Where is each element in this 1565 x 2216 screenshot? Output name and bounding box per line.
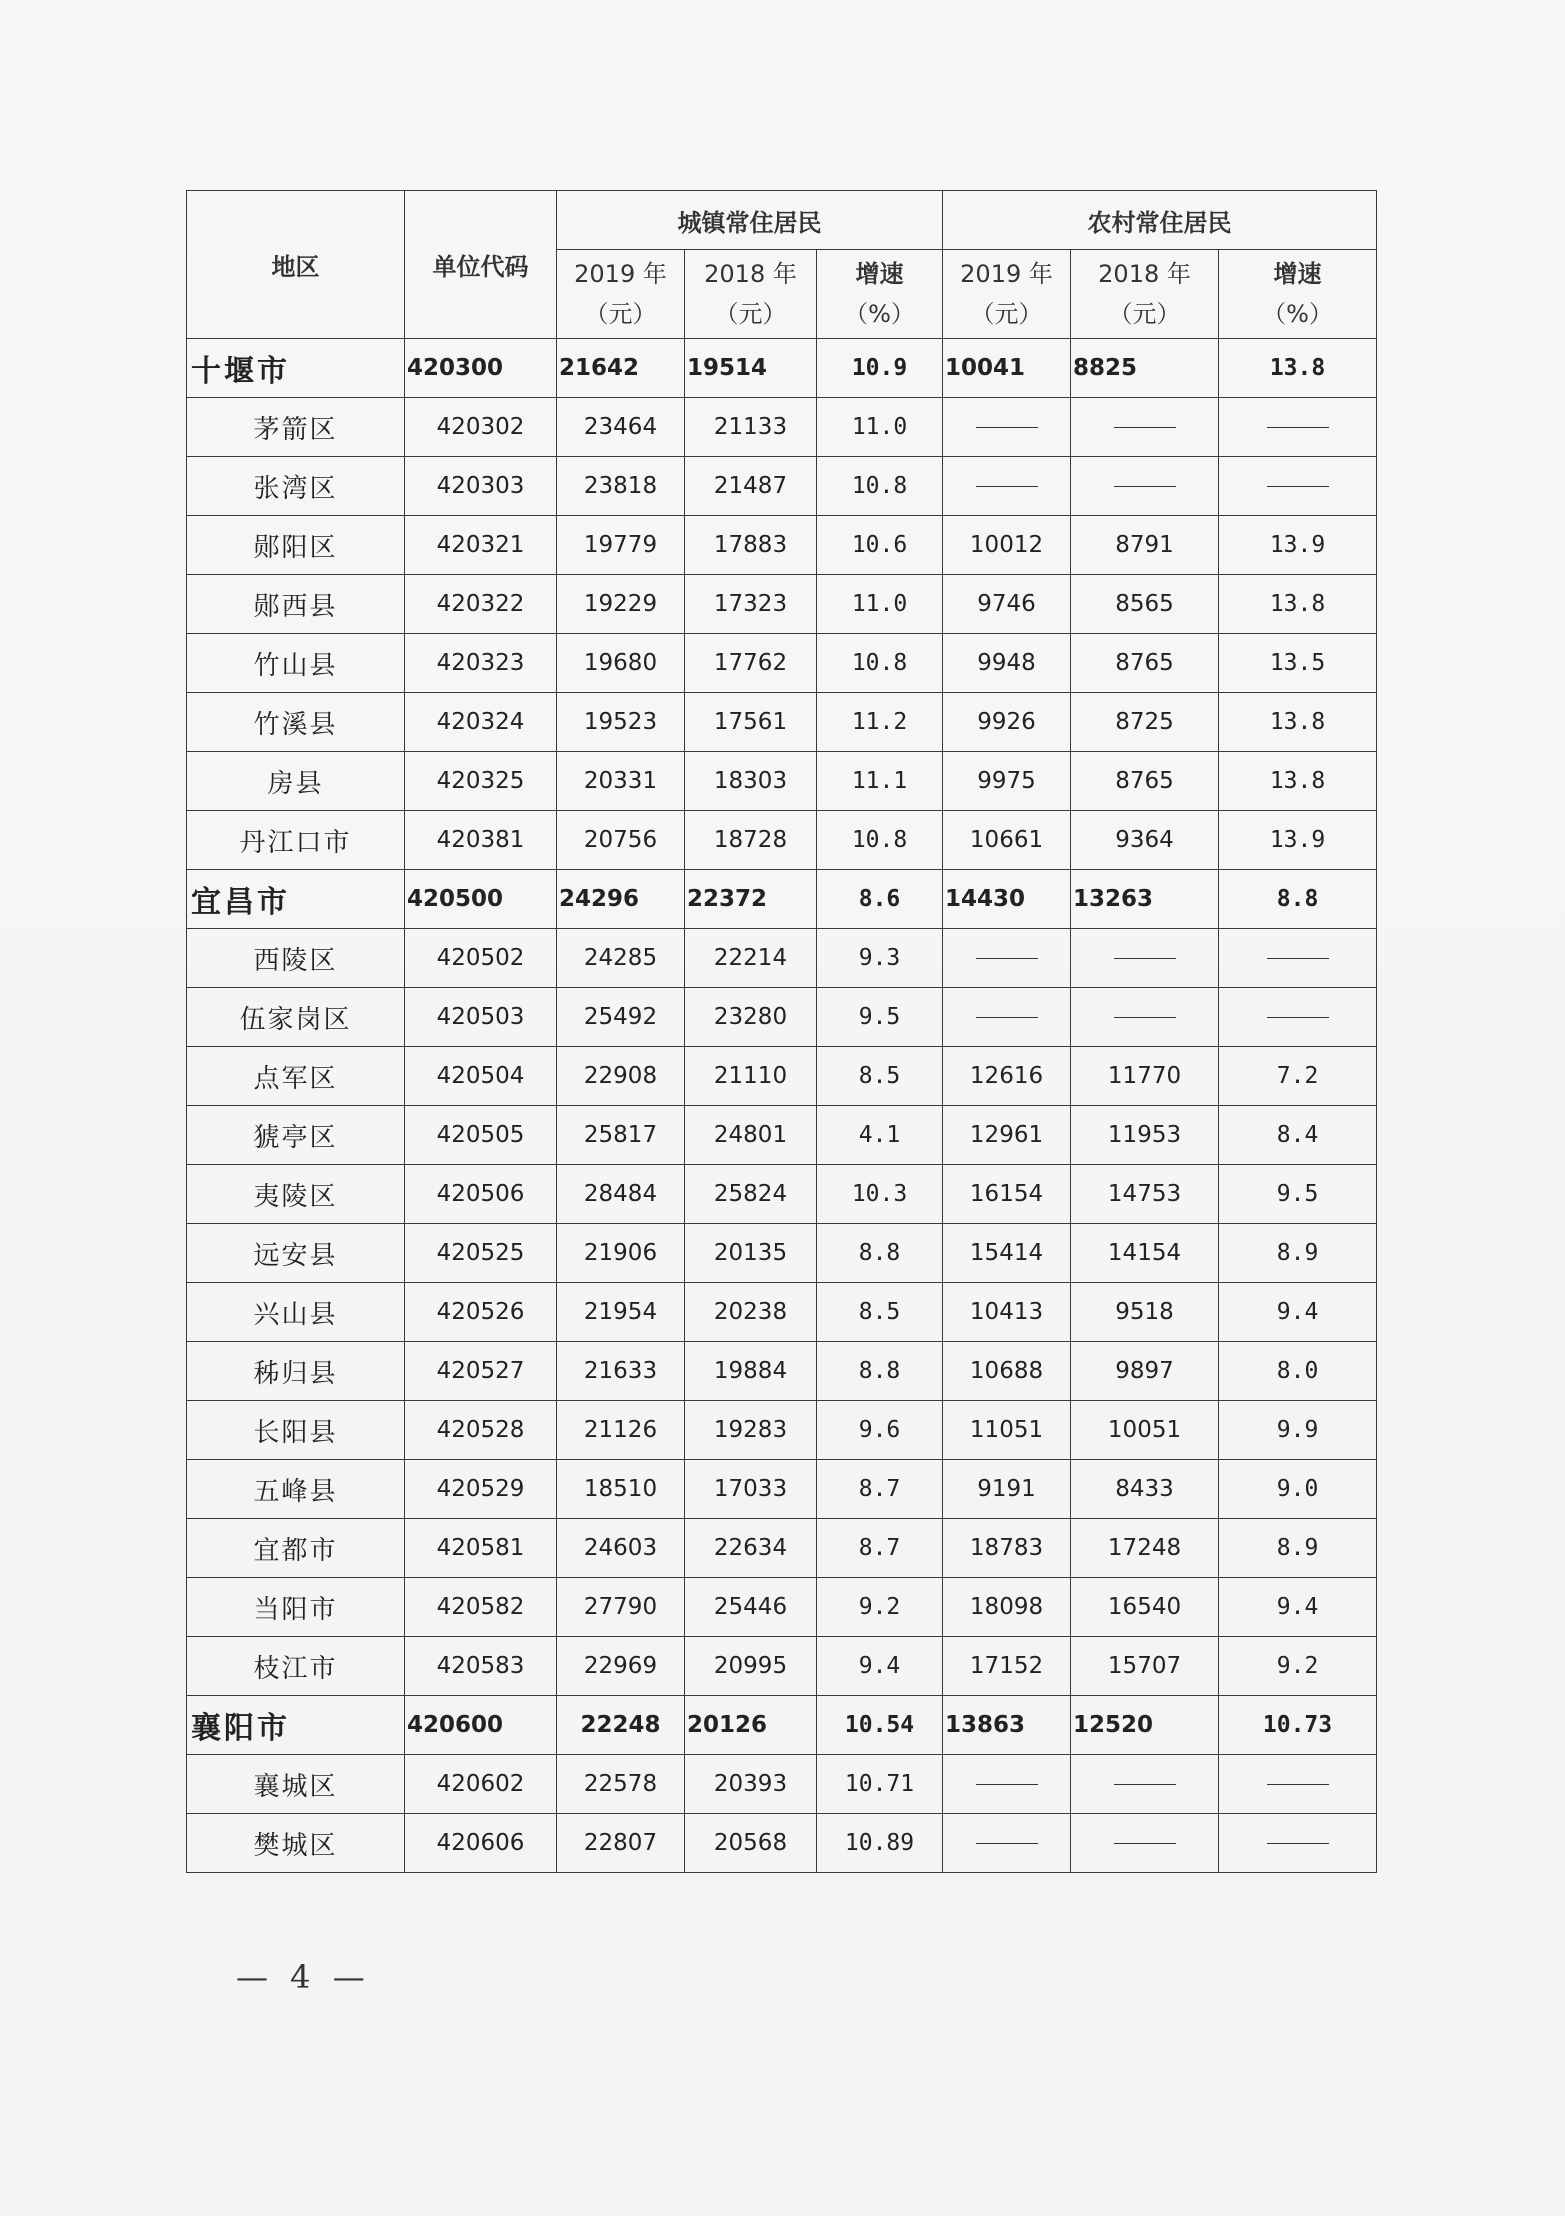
cell-rural-2019 <box>943 398 1071 457</box>
dash-mark <box>976 486 1038 487</box>
dash-mark <box>1267 427 1329 428</box>
cell-rural-rate: 8.4 <box>1219 1106 1377 1165</box>
cell-code: 420528 <box>405 1401 557 1460</box>
cell-code: 420583 <box>405 1637 557 1696</box>
cell-rural-2018 <box>1071 988 1219 1047</box>
cell-rural-2018: 11953 <box>1071 1106 1219 1165</box>
cell-region: 枝江市 <box>187 1637 405 1696</box>
table-row-city <box>187 1696 1377 1755</box>
table-row <box>187 398 1377 457</box>
cell-code: 420526 <box>405 1283 557 1342</box>
cell-rural-2018: 8765 <box>1071 634 1219 693</box>
cell-rural-2018: 8725 <box>1071 693 1219 752</box>
cell-urban-2018: 21133 <box>685 398 817 457</box>
table-row <box>187 575 1377 634</box>
cell-rural-rate: 13.9 <box>1219 811 1377 870</box>
income-table <box>186 190 1377 1873</box>
cell-region: 点军区 <box>187 1047 405 1106</box>
cell-rural-rate: 8.0 <box>1219 1342 1377 1401</box>
cell-urban-2019: 22578 <box>557 1755 685 1814</box>
cell-rural-2019: 12961 <box>943 1106 1071 1165</box>
cell-urban-rate: 10.54 <box>817 1696 943 1755</box>
cell-region: 襄阳市 <box>187 1696 405 1755</box>
cell-urban-2019: 21126 <box>557 1401 685 1460</box>
dash-mark <box>1114 1017 1176 1018</box>
table-body <box>187 339 1377 1873</box>
table-row <box>187 1755 1377 1814</box>
cell-region: 宜都市 <box>187 1519 405 1578</box>
cell-urban-2019: 21906 <box>557 1224 685 1283</box>
cell-rural-2019: 10012 <box>943 516 1071 575</box>
cell-urban-2018: 17762 <box>685 634 817 693</box>
header-rural: 农村常住居民 <box>943 191 1377 250</box>
cell-rural-2018: 13263 <box>1071 870 1219 929</box>
cell-code: 420324 <box>405 693 557 752</box>
cell-code: 420527 <box>405 1342 557 1401</box>
cell-rural-2019 <box>943 1814 1071 1873</box>
cell-urban-rate: 10.9 <box>817 339 943 398</box>
cell-code: 420525 <box>405 1224 557 1283</box>
cell-urban-2018: 19884 <box>685 1342 817 1401</box>
cell-rural-rate <box>1219 929 1377 988</box>
dash-mark <box>1114 427 1176 428</box>
cell-rural-2018: 12520 <box>1071 1696 1219 1755</box>
cell-rural-2018: 8765 <box>1071 752 1219 811</box>
cell-urban-2018: 18303 <box>685 752 817 811</box>
cell-urban-2019: 19680 <box>557 634 685 693</box>
cell-region: 秭归县 <box>187 1342 405 1401</box>
table-row <box>187 1814 1377 1873</box>
cell-rural-2018: 14753 <box>1071 1165 1219 1224</box>
cell-region: 茅箭区 <box>187 398 405 457</box>
cell-code: 420581 <box>405 1519 557 1578</box>
cell-region: 兴山县 <box>187 1283 405 1342</box>
cell-code: 420325 <box>405 752 557 811</box>
cell-urban-2018: 21487 <box>685 457 817 516</box>
table-row <box>187 811 1377 870</box>
cell-urban-2018: 23280 <box>685 988 817 1047</box>
cell-urban-2019: 22248 <box>557 1696 685 1755</box>
cell-rural-2019: 13863 <box>943 1696 1071 1755</box>
cell-rural-rate: 7.2 <box>1219 1047 1377 1106</box>
cell-urban-2018: 17561 <box>685 693 817 752</box>
cell-rural-2019: 18098 <box>943 1578 1071 1637</box>
cell-rural-2018 <box>1071 1814 1219 1873</box>
table-row <box>187 1283 1377 1342</box>
cell-urban-rate: 10.8 <box>817 811 943 870</box>
cell-urban-2018: 21110 <box>685 1047 817 1106</box>
cell-rural-rate <box>1219 1755 1377 1814</box>
cell-region: 竹溪县 <box>187 693 405 752</box>
cell-region: 张湾区 <box>187 457 405 516</box>
table-row <box>187 1637 1377 1696</box>
dash-mark <box>1114 1843 1176 1844</box>
cell-rural-2019 <box>943 1755 1071 1814</box>
cell-rural-2018: 9364 <box>1071 811 1219 870</box>
cell-rural-2018: 11770 <box>1071 1047 1219 1106</box>
cell-code: 420503 <box>405 988 557 1047</box>
page-number: — 4 — <box>236 1958 371 1996</box>
table-row-city <box>187 870 1377 929</box>
cell-region: 襄城区 <box>187 1755 405 1814</box>
cell-urban-2018: 17883 <box>685 516 817 575</box>
cell-rural-2018 <box>1071 398 1219 457</box>
cell-rural-2018: 15707 <box>1071 1637 1219 1696</box>
cell-region: 竹山县 <box>187 634 405 693</box>
cell-region: 郧西县 <box>187 575 405 634</box>
cell-rural-2019: 15414 <box>943 1224 1071 1283</box>
cell-urban-rate: 10.8 <box>817 634 943 693</box>
cell-urban-2018: 17323 <box>685 575 817 634</box>
cell-rural-2018: 9518 <box>1071 1283 1219 1342</box>
cell-rural-2018 <box>1071 1755 1219 1814</box>
cell-urban-2019: 22807 <box>557 1814 685 1873</box>
dash-mark <box>1267 486 1329 487</box>
cell-rural-2019: 9746 <box>943 575 1071 634</box>
cell-rural-rate <box>1219 457 1377 516</box>
dash-mark <box>1114 486 1176 487</box>
cell-rural-rate <box>1219 1814 1377 1873</box>
cell-urban-2019: 27790 <box>557 1578 685 1637</box>
cell-rural-rate: 8.9 <box>1219 1519 1377 1578</box>
cell-rural-2019: 9191 <box>943 1460 1071 1519</box>
cell-code: 420506 <box>405 1165 557 1224</box>
cell-rural-2019: 10041 <box>943 339 1071 398</box>
cell-urban-2019: 21954 <box>557 1283 685 1342</box>
cell-region: 房县 <box>187 752 405 811</box>
cell-rural-2019: 10688 <box>943 1342 1071 1401</box>
cell-code: 420300 <box>405 339 557 398</box>
cell-rural-rate: 13.8 <box>1219 339 1377 398</box>
cell-code: 420302 <box>405 398 557 457</box>
cell-rural-rate: 8.8 <box>1219 870 1377 929</box>
cell-region: 宜昌市 <box>187 870 405 929</box>
cell-urban-2018: 20135 <box>685 1224 817 1283</box>
cell-urban-rate: 10.3 <box>817 1165 943 1224</box>
cell-urban-rate: 8.7 <box>817 1519 943 1578</box>
cell-urban-2019: 22969 <box>557 1637 685 1696</box>
table-row <box>187 1106 1377 1165</box>
cell-rural-2018 <box>1071 929 1219 988</box>
cell-region: 五峰县 <box>187 1460 405 1519</box>
cell-rural-2019 <box>943 988 1071 1047</box>
table-row-city <box>187 339 1377 398</box>
cell-urban-2019: 19229 <box>557 575 685 634</box>
cell-region: 郧阳区 <box>187 516 405 575</box>
cell-rural-2018: 16540 <box>1071 1578 1219 1637</box>
cell-code: 420502 <box>405 929 557 988</box>
cell-rural-2019: 17152 <box>943 1637 1071 1696</box>
cell-urban-2018: 17033 <box>685 1460 817 1519</box>
cell-rural-rate: 8.9 <box>1219 1224 1377 1283</box>
cell-urban-2019: 24285 <box>557 929 685 988</box>
header-urban-2019: 2019 年 （元） <box>557 250 685 339</box>
cell-rural-2019 <box>943 929 1071 988</box>
cell-urban-2019: 24296 <box>557 870 685 929</box>
dash-mark <box>976 1843 1038 1844</box>
cell-code: 420505 <box>405 1106 557 1165</box>
cell-urban-rate: 10.89 <box>817 1814 943 1873</box>
cell-code: 420602 <box>405 1755 557 1814</box>
cell-urban-rate: 11.0 <box>817 575 943 634</box>
cell-urban-rate: 8.5 <box>817 1047 943 1106</box>
cell-urban-2019: 19779 <box>557 516 685 575</box>
cell-rural-2019: 12616 <box>943 1047 1071 1106</box>
cell-urban-2019: 19523 <box>557 693 685 752</box>
cell-urban-2018: 19283 <box>685 1401 817 1460</box>
cell-urban-rate: 8.7 <box>817 1460 943 1519</box>
cell-rural-2018: 9897 <box>1071 1342 1219 1401</box>
cell-urban-2019: 24603 <box>557 1519 685 1578</box>
cell-rural-rate: 13.8 <box>1219 693 1377 752</box>
table-row <box>187 988 1377 1047</box>
dash-mark <box>1114 958 1176 959</box>
cell-rural-rate: 9.4 <box>1219 1283 1377 1342</box>
cell-rural-rate: 9.4 <box>1219 1578 1377 1637</box>
header-region: 地区 <box>187 191 405 339</box>
cell-code: 420303 <box>405 457 557 516</box>
cell-rural-rate <box>1219 398 1377 457</box>
cell-rural-2018 <box>1071 457 1219 516</box>
cell-region: 十堰市 <box>187 339 405 398</box>
table-row <box>187 457 1377 516</box>
table-row <box>187 1519 1377 1578</box>
cell-rural-rate: 13.8 <box>1219 575 1377 634</box>
cell-rural-rate: 13.9 <box>1219 516 1377 575</box>
cell-urban-rate: 11.0 <box>817 398 943 457</box>
table-row <box>187 1342 1377 1401</box>
dash-mark <box>1267 1784 1329 1785</box>
cell-urban-2018: 22214 <box>685 929 817 988</box>
cell-code: 420529 <box>405 1460 557 1519</box>
table-row <box>187 634 1377 693</box>
cell-rural-2018: 8791 <box>1071 516 1219 575</box>
header-code: 单位代码 <box>405 191 557 339</box>
cell-urban-2018: 19514 <box>685 339 817 398</box>
header-rural-2018: 2018 年 （元） <box>1071 250 1219 339</box>
cell-urban-rate: 10.8 <box>817 457 943 516</box>
dash-mark <box>1267 958 1329 959</box>
cell-rural-rate: 9.0 <box>1219 1460 1377 1519</box>
cell-urban-2018: 20995 <box>685 1637 817 1696</box>
cell-urban-2019: 20756 <box>557 811 685 870</box>
cell-code: 420323 <box>405 634 557 693</box>
cell-urban-rate: 8.5 <box>817 1283 943 1342</box>
cell-code: 420381 <box>405 811 557 870</box>
cell-code: 420321 <box>405 516 557 575</box>
table-row <box>187 1224 1377 1283</box>
dash-mark <box>976 427 1038 428</box>
cell-urban-2019: 28484 <box>557 1165 685 1224</box>
cell-urban-2018: 18728 <box>685 811 817 870</box>
cell-rural-rate: 13.8 <box>1219 752 1377 811</box>
dash-mark <box>1267 1017 1329 1018</box>
cell-code: 420582 <box>405 1578 557 1637</box>
table-row <box>187 1165 1377 1224</box>
cell-urban-rate: 8.6 <box>817 870 943 929</box>
cell-urban-2018: 25446 <box>685 1578 817 1637</box>
header-urban-2018: 2018 年 （元） <box>685 250 817 339</box>
cell-urban-rate: 11.2 <box>817 693 943 752</box>
table-row <box>187 929 1377 988</box>
cell-rural-rate <box>1219 988 1377 1047</box>
cell-urban-rate: 8.8 <box>817 1224 943 1283</box>
table-row <box>187 1047 1377 1106</box>
cell-rural-2019: 9948 <box>943 634 1071 693</box>
cell-region: 远安县 <box>187 1224 405 1283</box>
cell-urban-2018: 20238 <box>685 1283 817 1342</box>
cell-rural-rate: 13.5 <box>1219 634 1377 693</box>
cell-rural-2018: 8825 <box>1071 339 1219 398</box>
cell-urban-2019: 25817 <box>557 1106 685 1165</box>
cell-urban-2019: 21633 <box>557 1342 685 1401</box>
cell-urban-2018: 24801 <box>685 1106 817 1165</box>
cell-region: 夷陵区 <box>187 1165 405 1224</box>
cell-region: 伍家岗区 <box>187 988 405 1047</box>
cell-urban-2018: 20393 <box>685 1755 817 1814</box>
cell-rural-2019: 11051 <box>943 1401 1071 1460</box>
cell-urban-2018: 25824 <box>685 1165 817 1224</box>
cell-urban-2019: 22908 <box>557 1047 685 1106</box>
cell-urban-rate: 9.5 <box>817 988 943 1047</box>
table-row <box>187 1401 1377 1460</box>
dash-mark <box>976 1017 1038 1018</box>
cell-urban-2019: 20331 <box>557 752 685 811</box>
cell-code: 420500 <box>405 870 557 929</box>
cell-urban-2019: 23818 <box>557 457 685 516</box>
cell-region: 猇亭区 <box>187 1106 405 1165</box>
cell-urban-rate: 4.1 <box>817 1106 943 1165</box>
cell-urban-2018: 22634 <box>685 1519 817 1578</box>
header-rural-2019: 2019 年 （元） <box>943 250 1071 339</box>
cell-region: 樊城区 <box>187 1814 405 1873</box>
table-row <box>187 1578 1377 1637</box>
cell-rural-2018: 8433 <box>1071 1460 1219 1519</box>
cell-urban-2018: 20568 <box>685 1814 817 1873</box>
cell-urban-2018: 22372 <box>685 870 817 929</box>
cell-rural-rate: 9.2 <box>1219 1637 1377 1696</box>
cell-region: 长阳县 <box>187 1401 405 1460</box>
cell-code: 420504 <box>405 1047 557 1106</box>
cell-rural-rate: 9.5 <box>1219 1165 1377 1224</box>
cell-urban-rate: 9.4 <box>817 1637 943 1696</box>
cell-urban-2019: 23464 <box>557 398 685 457</box>
cell-urban-rate: 10.6 <box>817 516 943 575</box>
cell-code: 420606 <box>405 1814 557 1873</box>
header-urban-rate: 增速 （%） <box>817 250 943 339</box>
cell-rural-2019: 9926 <box>943 693 1071 752</box>
cell-region: 丹江口市 <box>187 811 405 870</box>
cell-rural-2018: 8565 <box>1071 575 1219 634</box>
table-row <box>187 752 1377 811</box>
header-rural-rate: 增速 （%） <box>1219 250 1377 339</box>
cell-rural-2019: 18783 <box>943 1519 1071 1578</box>
table-row <box>187 1460 1377 1519</box>
cell-rural-2019: 10661 <box>943 811 1071 870</box>
cell-rural-2018: 14154 <box>1071 1224 1219 1283</box>
cell-urban-rate: 9.3 <box>817 929 943 988</box>
header-urban: 城镇常住居民 <box>557 191 943 250</box>
cell-rural-2019: 14430 <box>943 870 1071 929</box>
cell-rural-2019: 9975 <box>943 752 1071 811</box>
cell-urban-2019: 25492 <box>557 988 685 1047</box>
cell-code: 420600 <box>405 1696 557 1755</box>
table-row <box>187 516 1377 575</box>
cell-urban-2019: 21642 <box>557 339 685 398</box>
cell-urban-rate: 8.8 <box>817 1342 943 1401</box>
cell-urban-rate: 9.6 <box>817 1401 943 1460</box>
dash-mark <box>1114 1784 1176 1785</box>
cell-region: 当阳市 <box>187 1578 405 1637</box>
cell-rural-2019: 10413 <box>943 1283 1071 1342</box>
table-row <box>187 693 1377 752</box>
cell-urban-2018: 20126 <box>685 1696 817 1755</box>
cell-rural-2019: 16154 <box>943 1165 1071 1224</box>
cell-rural-2018: 10051 <box>1071 1401 1219 1460</box>
dash-mark <box>976 1784 1038 1785</box>
cell-urban-rate: 11.1 <box>817 752 943 811</box>
cell-urban-rate: 9.2 <box>817 1578 943 1637</box>
cell-rural-rate: 9.9 <box>1219 1401 1377 1460</box>
cell-rural-2019 <box>943 457 1071 516</box>
cell-urban-rate: 10.71 <box>817 1755 943 1814</box>
cell-region: 西陵区 <box>187 929 405 988</box>
cell-code: 420322 <box>405 575 557 634</box>
dash-mark <box>1267 1843 1329 1844</box>
dash-mark <box>976 958 1038 959</box>
cell-rural-2018: 17248 <box>1071 1519 1219 1578</box>
cell-rural-rate: 10.73 <box>1219 1696 1377 1755</box>
cell-urban-2019: 18510 <box>557 1460 685 1519</box>
